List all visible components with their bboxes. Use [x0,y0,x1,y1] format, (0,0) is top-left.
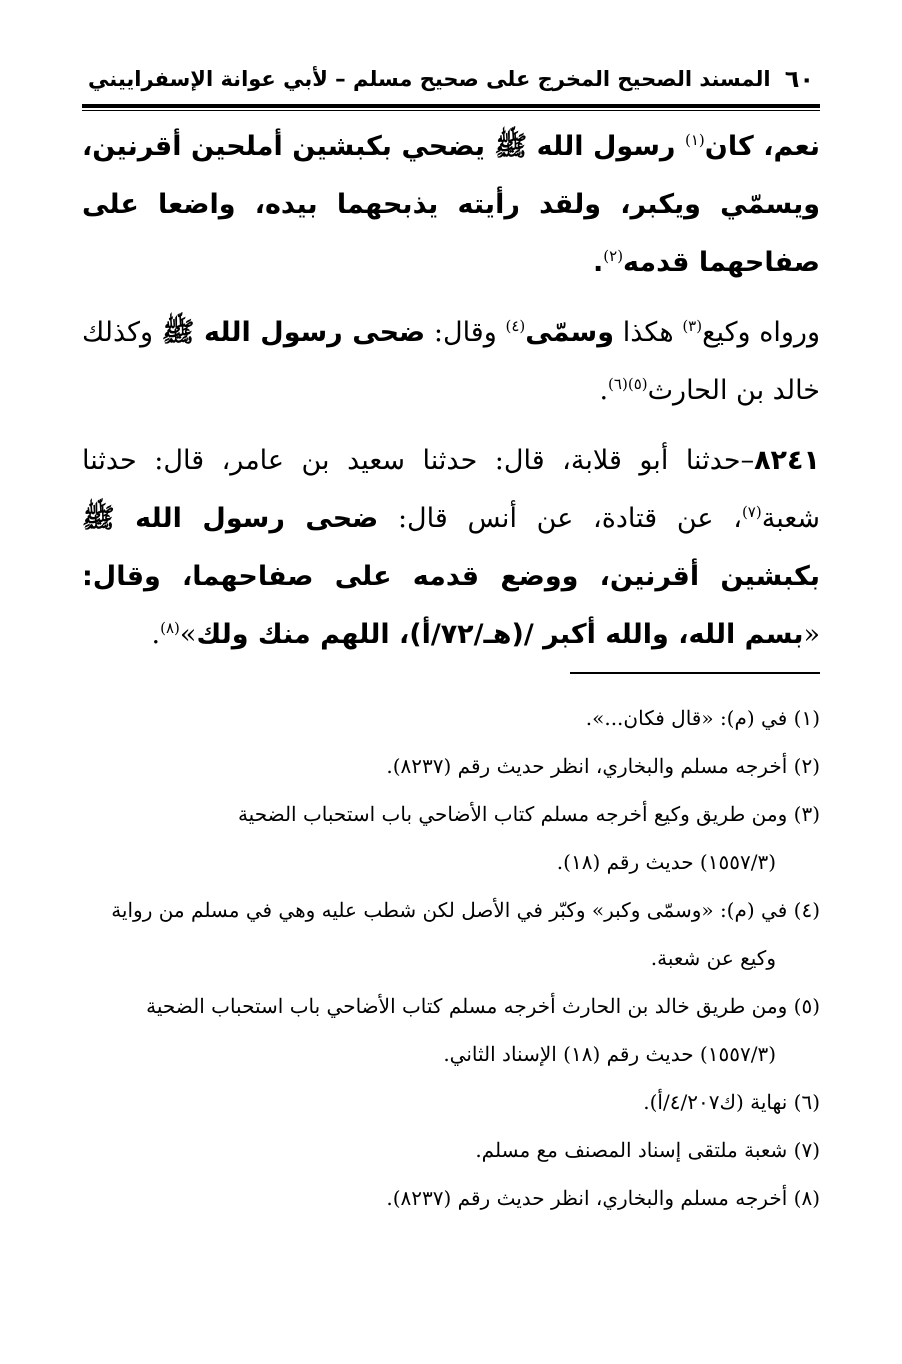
footnote-text: في (م): «وسمّى وكبر» وكبّر في الأصل لكن شطب عليه وهي في مسلم من رواية [111,898,788,922]
p3-text-bold-c: ضحى رسول الله ﷺ بكبشين أقرنين، ووضع قدمه على صفاحهما، وقال: [82,503,820,592]
footnote-number: (١) [793,706,820,730]
p3-text-b: ، عن قتادة، عن أنس قال: [378,503,742,534]
footnote-4 [82,886,820,982]
footnote-number: (٤) [793,898,820,922]
footnote-continuation: وكيع عن شعبة. [650,946,776,970]
footnote-5 [82,982,820,1078]
p2-text-d: وقال: [425,317,506,348]
footnote-number: (٨) [793,1186,820,1210]
footnote-ref-8: (٨) [160,619,180,637]
footnotes [82,694,820,1222]
p2-text-g: . [599,375,609,406]
footnote-ref-6: (٦) [608,375,628,393]
footnote-number: (٧) [793,1138,820,1162]
p1-text-c: . [593,247,604,278]
p1-text-a: نعم، كان [704,131,821,162]
main-text [82,118,820,664]
footnote-3 [82,790,820,886]
footnote-number: (٦) [793,1090,820,1114]
page-number: ٦٠ [784,65,814,93]
p2-text-a: ورواه وكيع [702,317,820,348]
p3-quote-open: « [803,619,820,650]
running-header [88,60,814,98]
header-rule-thick [82,104,820,108]
p2-text-f: وكذلك خالد بن الحارث [82,317,820,406]
footnote-number: (٢) [793,754,820,778]
footnote-8 [82,1174,820,1222]
paragraph-1 [82,118,820,292]
footnote-6 [82,1078,820,1126]
footnote-text: أخرجه مسلم والبخاري، انظر حديث رقم (٨٢٣٧). [386,1186,788,1210]
footnote-text: ومن طريق خالد بن الحارث أخرجه مسلم كتاب الأضاحي باب استحباب الضحية [146,994,788,1018]
p2-text-b: هكذا [614,317,683,348]
paragraph-2 [82,304,820,420]
footnote-text: أخرجه مسلم والبخاري، انظر حديث رقم (٨٢٣٧). [386,754,788,778]
footnote-2 [82,742,820,790]
footnote-number: (٣) [793,802,820,826]
footnote-number: (٥) [793,994,820,1018]
p3-text-g: . [151,619,161,650]
p3-text-bold-e: بسم الله، والله أكبر /(هـ/٧٢/أ)، اللهم منك ولك [196,619,804,650]
footnote-ref-7: (٧) [741,503,762,521]
paragraph-3 [82,432,820,664]
header-rule-thin [82,110,820,111]
running-title: المسند الصحيح المخرج على صحيح مسلم – لأبي عوانة الإسفراييني [88,67,771,91]
footnote-continuation: (١٥٥٧/٣) حديث رقم (١٨). [556,850,776,874]
footnote-ref-5: (٥) [627,375,648,393]
p1-text-b: رسول الله ﷺ يضحي بكبشين أملحين أقرنين، ويسمّي ويكبر، ولقد رأيته يذبحهما بيده، واضعا على صفاحهما قدمه [82,131,820,278]
footnote-text: في (م): «قال فكان...». [585,706,788,730]
p3-text-a: –حدثنا أبو قلابة، قال: حدثنا سعيد بن عامر، قال: حدثنا شعبة [82,445,820,534]
footnote-ref-1: (١) [685,131,705,149]
hadith-number: ٨٢٤١ [754,445,820,476]
footnote-ref-3: (٣) [682,317,703,335]
footnote-ref-4: (٤) [505,317,526,335]
footnote-text: ومن طريق وكيع أخرجه مسلم كتاب الأضاحي باب استحباب الضحية [237,802,788,826]
p3-quote-close: » [179,619,197,650]
p2-text-bold-c: وسمّى [525,317,615,348]
footnote-text: شعبة ملتقى إسناد المصنف مع مسلم. [475,1138,788,1162]
footnote-ref-2: (٢) [603,247,624,265]
footnote-separator [570,672,820,674]
p2-text-bold-e: ضحى رسول الله ﷺ [161,317,426,348]
footnote-1 [82,694,820,742]
footnote-7 [82,1126,820,1174]
footnote-continuation: (١٥٥٧/٣) حديث رقم (١٨) الإسناد الثاني. [443,1042,776,1066]
footnote-text: نهاية (ك٤/٢٠٧/أ). [643,1090,788,1114]
